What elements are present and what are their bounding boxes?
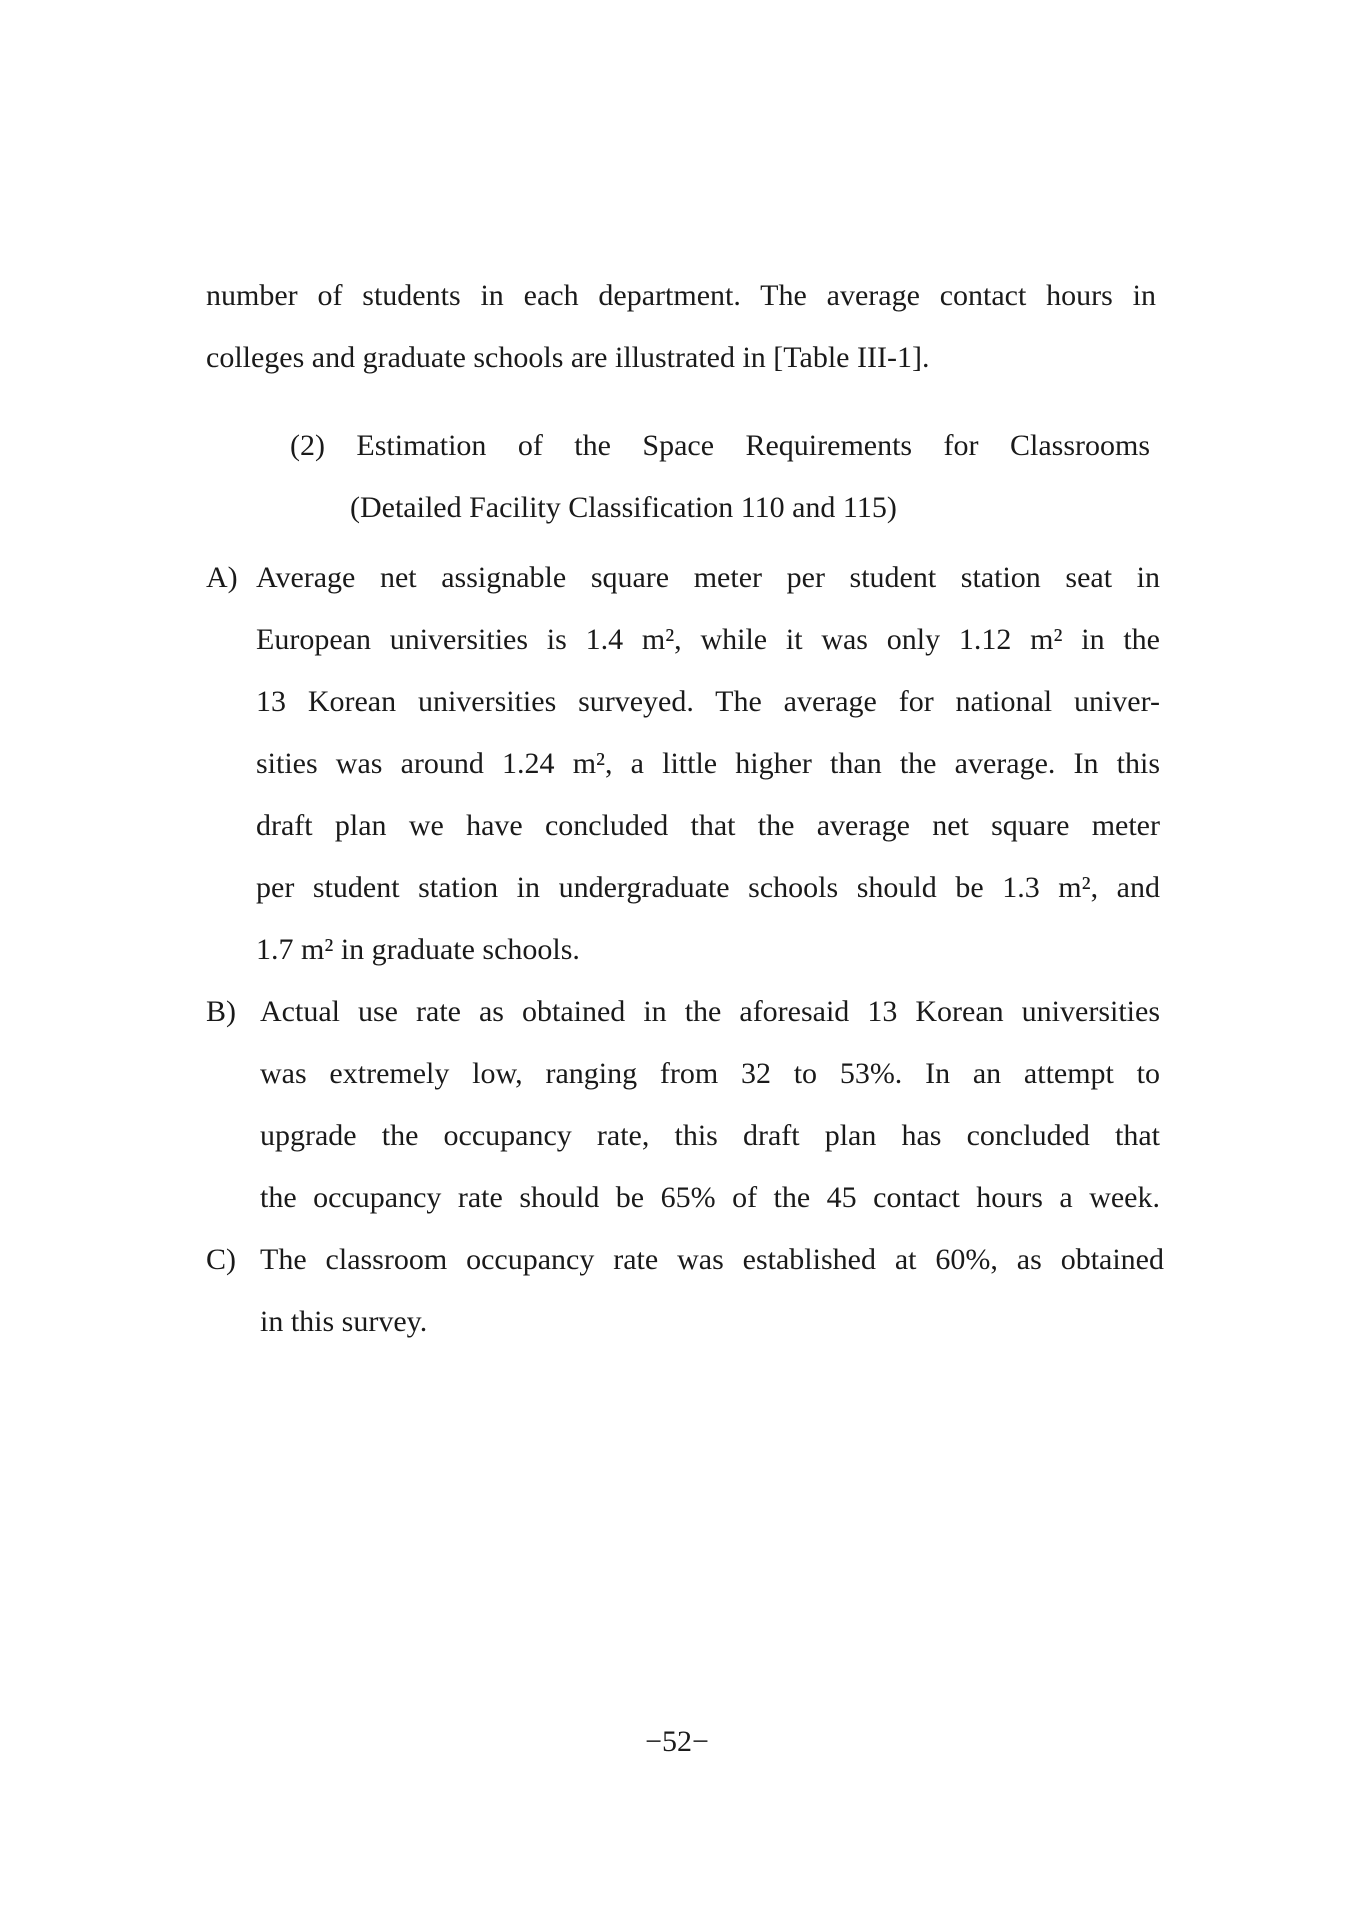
item-c-line-2: in this survey.: [260, 1305, 428, 1338]
section-heading: (2) Estimation of the Space Requirements for Classrooms: [290, 429, 1150, 462]
item-b-line-4: the occupancy rate should be 65% of the 45 contact hours a week.: [260, 1181, 1160, 1214]
item-a-line-5: draft plan we have concluded that the average net square meter: [256, 809, 1160, 842]
item-c-line-1: The classroom occupancy rate was established at 60%, as obtained: [260, 1243, 1164, 1276]
item-b-line-1: Actual use rate as obtained in the aforesaid 13 Korean universities: [260, 995, 1160, 1028]
page-number: −52−: [645, 1725, 709, 1758]
item-b-marker: B): [206, 995, 236, 1028]
intro-line-2: colleges and graduate schools are illustrated in [Table III-1].: [206, 341, 930, 374]
item-a-line-1: Average net assignable square meter per student station seat in: [256, 561, 1160, 594]
item-c-marker: C): [206, 1243, 236, 1276]
item-a-line-4: sities was around 1.24 m², a little higher than the average. In this: [256, 747, 1160, 780]
section-subheading: (Detailed Facility Classification 110 and 115): [350, 491, 897, 524]
item-b-line-3: upgrade the occupancy rate, this draft plan has concluded that: [260, 1119, 1160, 1152]
item-a-line-6: per student station in undergraduate schools should be 1.3 m², and: [256, 871, 1160, 904]
item-b-line-2: was extremely low, ranging from 32 to 53%. In an attempt to: [260, 1057, 1160, 1090]
intro-line-1: number of students in each department. The average contact hours in: [206, 279, 1156, 312]
item-a-line-2: European universities is 1.4 m², while it was only 1.12 m² in the: [256, 623, 1160, 656]
item-a-marker: A): [206, 561, 238, 594]
item-a-line-3: 13 Korean universities surveyed. The average for national univer-: [256, 685, 1160, 718]
item-a-line-7: 1.7 m² in graduate schools.: [256, 933, 580, 966]
